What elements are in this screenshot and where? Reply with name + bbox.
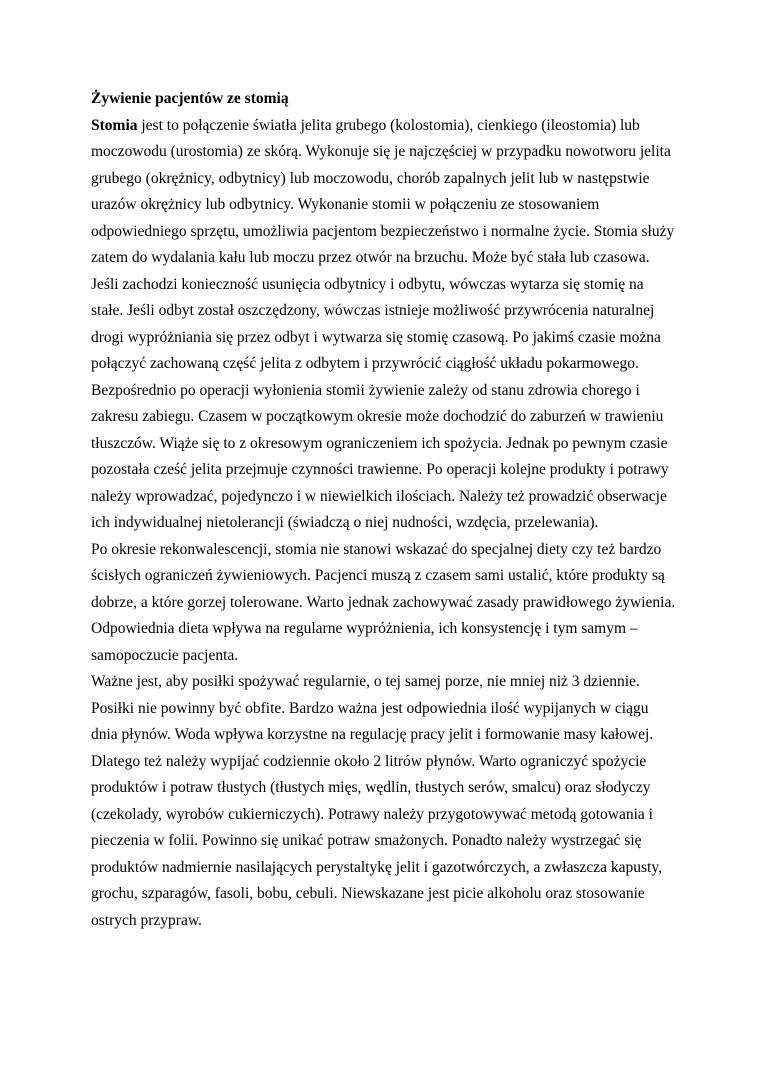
- text-line: Ważne jest, aby posiłki spożywać regularnie, o tej samej porze, nie mniej niż 3 dziennie.: [91, 673, 640, 690]
- text-line: (czekolady, wyrobów cukierniczych). Potrawy należy przygotowywać metodą gotowania i: [91, 805, 653, 823]
- text-line: Po okresie rekonwalescencji, stomia nie stanowi wskazać do specjalnej diety czy też bardzo: [91, 540, 662, 558]
- text-line: należy wprowadzać, pojedynczo i w niewielkich ilościach. Należy też prowadzić obserwacje: [91, 487, 667, 505]
- stomia-term: Stomia: [91, 116, 138, 134]
- text-line: moczowodu (urostomia) ze skórą. Wykonuje się je najczęściej w przypadku nowotworu jelita: [91, 143, 671, 160]
- text-line: ostrych przypraw.: [91, 911, 202, 929]
- text-line: tłuszczów. Wiąże się to z okresowym ograniczeniem ich spożycia. Jednak po pewnym czasie: [91, 434, 668, 452]
- text-line: produktów i potraw tłustych (tłustych mięs, wędlin, tłustych serów, smalcu) oraz słodyczy: [91, 779, 651, 796]
- text-line: dnia płynów. Woda wpływa korzystne na regulację pracy jelit i formowanie masy kałowej.: [91, 726, 654, 743]
- text-line: drogi wypróżniania się przez odbyt i wytwarza się stomię czasową. Po jakimś czasie można: [91, 328, 661, 346]
- text-line: połączyć zachowaną część jelita z odbytem i przywrócić ciągłość układu pokarmowego.: [91, 355, 639, 372]
- text-line: Dlatego też należy wypijać codziennie około 2 litrów płynów. Warto ograniczyć spożycie: [91, 752, 647, 770]
- text-line: [91, 113, 691, 140]
- text-line: zakresu zabiegu. Czasem w początkowym okresie może dochodzić do zaburzeń w trawieniu: [91, 408, 664, 425]
- document-title: Żywienie pacjentów ze stomią: [91, 90, 289, 107]
- text-line: samopoczucie pacjenta.: [91, 646, 239, 664]
- text-line: dobrze, a które gorzej tolerowane. Warto jednak zachowywać zasady prawidłowego żywienia.: [91, 593, 676, 611]
- text-line: grochu, szparagów, fasoli, bobu, cebuli. Niewskazane jest picie alkoholu oraz stosowanie: [91, 885, 645, 902]
- text-line: ścisłych ograniczeń żywieniowych. Pacjenci muszą z czasem sami ustalić, które produkty są: [91, 567, 665, 584]
- text-line: Bezpośrednio po operacji wyłonienia stomii żywienie zależy od stanu zdrowia chorego i: [91, 381, 640, 399]
- text-line: stałe. Jeśli odbyt został oszczędzony, wówczas istnieje możliwość przywrócenia naturalnej: [91, 302, 655, 319]
- text-line: produktów nadmiernie nasilających perystaltykę jelit i gazotwórczych, a zwłaszcza kapusty,: [91, 858, 662, 876]
- text-line: ich indywidualnej nietolerancji (świadczą o niej nudności, wzdęcia, przelewania).: [91, 514, 599, 531]
- text-line: zatem do wydalania kału lub moczu przez otwór na brzuchu. Może być stała lub czasowa.: [91, 249, 650, 266]
- text-line: grubego (okrężnicy, odbytnicy) lub moczowodu, chorób zapalnych jelit lub w następstwie: [91, 169, 650, 187]
- text-line: Posiłki nie powinny być obfite. Bardzo ważna jest odpowiednia ilość wypijanych w ciągu: [91, 699, 649, 717]
- text-line: urazów okrężnicy lub odbytnicy. Wykonanie stomii w połączeniu ze stosowaniem: [91, 196, 600, 213]
- text-line: Odpowiednia dieta wpływa na regularne wypróżnienia, ich konsystencję i tym samym –: [91, 620, 638, 637]
- text-line: pozostała cześć jelita przejmuje czynności trawienne. Po operacji kolejne produkty i potrawy: [91, 461, 669, 478]
- text-line: pieczenia w folii. Powinno się unikać potraw smażonych. Ponadto należy wystrzegać się: [91, 832, 642, 849]
- text-line: Jeśli zachodzi konieczność usunięcia odbytnicy i odbytu, wówczas wytarza się stomię na: [91, 275, 644, 293]
- document-body: [91, 86, 691, 934]
- text-line: odpowiedniego sprzętu, umożliwia pacjentom bezpieczeństwo i normalne życie. Stomia służy: [91, 222, 675, 240]
- text-line-content: jest to połączenie światła jelita grubego (kolostomia), cienkiego (ileostomia) lub: [137, 116, 640, 134]
